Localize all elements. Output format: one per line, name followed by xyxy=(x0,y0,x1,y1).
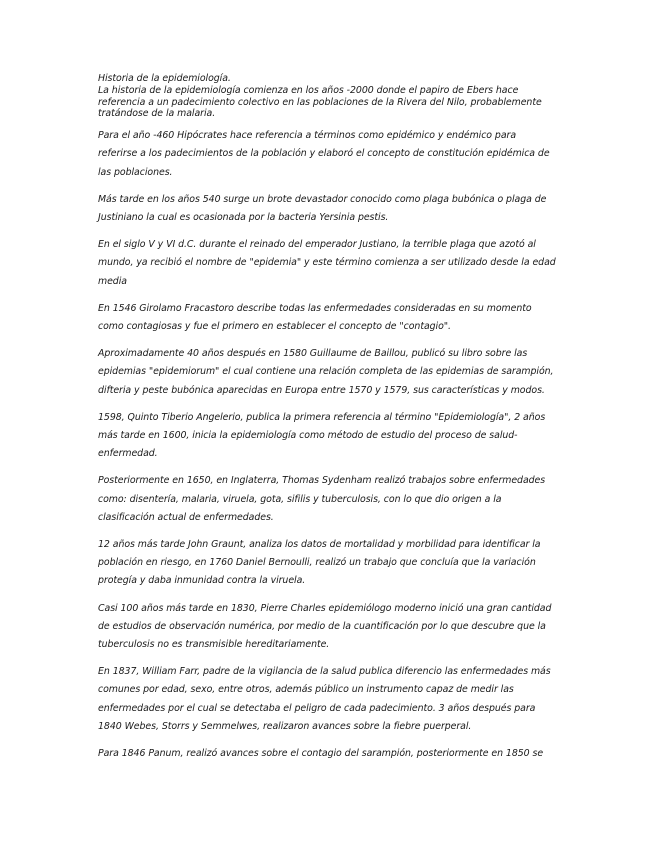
paragraph-hipocrates: Para el año -460 Hipócrates hace referencia a términos como epidémico y endémico para referirse a los padecimientos de la población y elaboró el concepto de constitución epidémica de las poblaciones. xyxy=(98,130,550,178)
paragraph-charles: Casi 100 años más tarde en 1830, Pierre Charles epidemiólogo moderno inició una gran cantidad de estudios de observación numérica, por medio de la cuantificación por lo que descubre que la tuberculosis no es transmisible hereditariamente. xyxy=(98,602,552,651)
paragraph-graunt: 12 años más tarde John Graunt, analiza los datos de mortalidad y morbilidad para identificar la población en riesgo, en 1760 Daniel Bernoulli, realizó un trabajo que concluía que la variación protegía y daba inmunidad contra la viruela. xyxy=(98,539,541,587)
paragraph-baillou: Aproximadamente 40 años después en 1580 Guillaume de Baillou, publicó su libro sobre las epidemias "epidemiorum" el cual contiene una relación completa de las epidemias de sarampión, difteria y peste bubónica aparecidas en Europa entre 1570 y 1579, sus características y modos. xyxy=(98,348,554,396)
document-title: Historia de la epidemiología. xyxy=(98,73,231,84)
document-body xyxy=(98,73,558,772)
paragraph-sydenham: Posteriormente en 1650, en Inglaterra, Thomas Sydenham realizó trabajos sobre enfermedades como: disentería, malaria, viruela, gota, sifilis y tuberculosis, con lo que dio origen a la clasificación actual de enfermedades. xyxy=(98,475,546,523)
paragraph-panum: Para 1846 Panum, realizó avances sobre el contagio del sarampión, posteriormente en 1850 se xyxy=(98,748,544,760)
paragraph-siglo-v-vi: En el siglo V y VI d.C. durante el reinado del emperador Justiano, la terrible plaga que azotó al mundo, ya recibió el nombre de "epidemia" y este término comienza a ser utilizado desde la edad media xyxy=(98,239,556,287)
intro-block xyxy=(98,73,558,120)
paragraph-fracastoro: En 1546 Girolamo Fracastoro describe todas las enfermedades consideradas en su momento como contagiosas y fue el primero en establecer el concepto de "contagio". xyxy=(98,302,532,333)
paragraph-farr: En 1837, William Farr, padre de la vigilancia de la salud publica diferencio las enfermedades más comunes por edad, sexo, entre otros, además público un instrumento capaz de medir las enfermedades por el cual se detectaba el peligro de cada padecimiento. 3 años después para 1840 Webes, Storrs y Semmelwes, realizaron avances sobre la fiebre puerperal. xyxy=(98,666,551,732)
paragraph-angelerio: 1598, Quinto Tiberio Angelerio, publica la primera referencia al término "Epidemiología", 2 años más tarde en 1600, inicia la epidemiología como método de estudio del proceso de salud-enfermedad. xyxy=(98,411,546,460)
paragraph-justiniano: Más tarde en los años 540 surge un brote devastador conocido como plaga bubónica o plaga de Justiniano la cual es ocasionada por la bacteria Yersinia pestis. xyxy=(98,193,547,223)
intro-text: La historia de la epidemiología comienza en los años -2000 donde el papiro de Ebers hace referencia a un padecimiento colectivo en las poblaciones de la Rivera del Nilo, probablemente tratándose de la malaria. xyxy=(98,84,542,120)
